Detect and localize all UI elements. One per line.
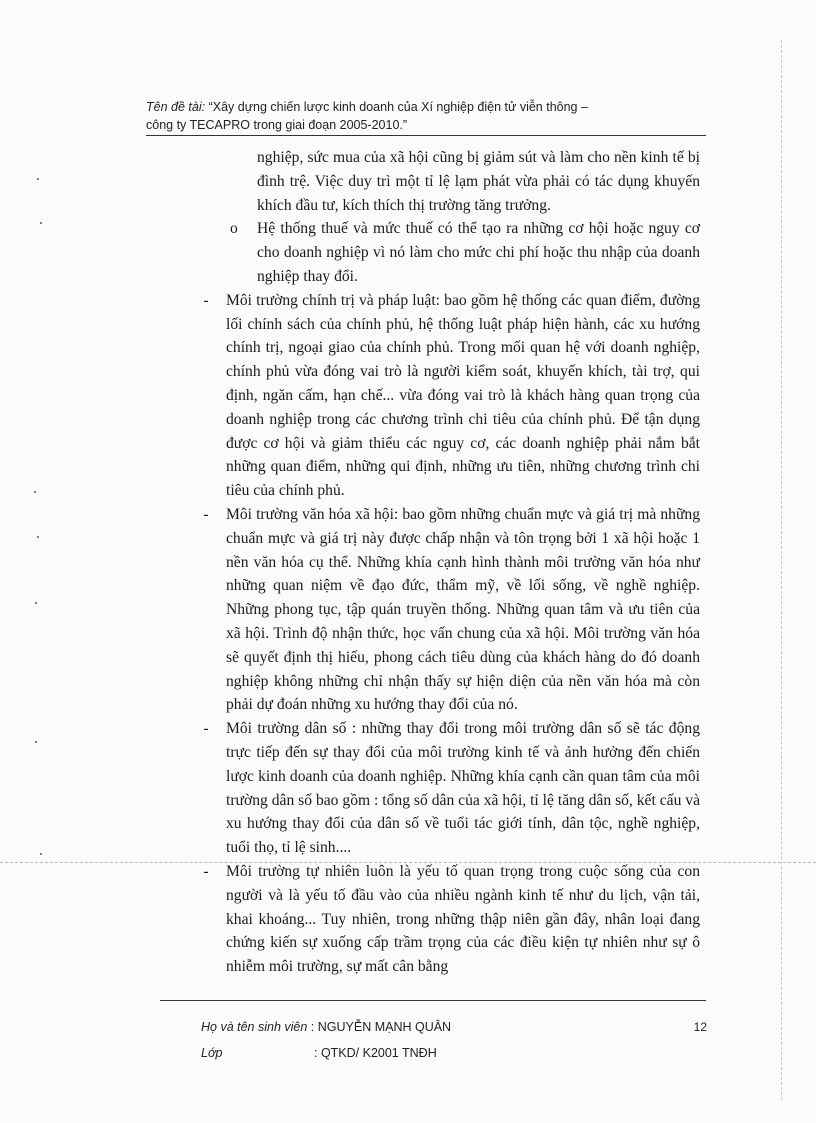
thesis-title-label: Tên đề tài: bbox=[146, 100, 206, 114]
scan-speck bbox=[34, 491, 36, 493]
thesis-title-line-1 bbox=[146, 98, 706, 116]
cultural-text: Môi trường văn hóa xã hội: bao gồm những chuẩn mực và giá trị mà những chuẩn mực và giá trị này được chấp nhận và tôn trọng bởi 1 xã hội hoặc 1 nền văn hóa cụ thể. Những khía cạnh hình thành môi trường văn hóa như những quan niệm về đạo đức, thẩm mỹ, về lối sống, về nghề nghiệp. Những phong tục, tập quán truyền thống. Những quan tâm và ưu tiên của xã hội. Trình độ nhận thức, học vấn chung của xã hội. Môi trường văn hóa sẽ quyết định thị hiếu, phong cách tiêu dùng của khách hàng do đó doanh nghiệp không những chỉ nhận thấy sự hiện diện của nền văn hóa mà còn phải dự đoán những xu hướng thay đổi của nó. bbox=[226, 505, 700, 714]
list-item-demographic bbox=[200, 717, 700, 860]
class-value: : QTKD/ K2001 TNĐH bbox=[314, 1046, 437, 1060]
list-item-political bbox=[200, 289, 700, 503]
page-header bbox=[146, 98, 706, 134]
sub-bullet-marker: o bbox=[230, 220, 238, 238]
body-text bbox=[200, 146, 700, 979]
header-divider bbox=[146, 135, 706, 136]
student-row bbox=[201, 1014, 711, 1040]
student-name: : NGUYỄN MẠNH QUÂN bbox=[310, 1020, 452, 1034]
class-row bbox=[201, 1040, 711, 1066]
scan-edge-line bbox=[781, 40, 782, 1100]
page-number: 12 bbox=[693, 1020, 707, 1034]
natural-text: Môi trường tự nhiên luôn là yếu tố quan trọng trong cuộc sống của con người và là yếu tố đầu vào của nhiều ngành kinh tế như du lịch, vận tải, khai khoáng... Tuy nhiên, trong những thập niên gần đây, nhân loại đang chứng kiến sự xuống cấp trầm trọng của các điều kiện tự nhiên như sự ô nhiễm môi trường, sự mất cân bằng bbox=[226, 862, 700, 976]
tax-sub-item-text: Hệ thống thuế và mức thuế có thể tạo ra những cơ hội hoặc nguy cơ cho doanh nghiệp vì nó làm cho mức chi phí hoặc thu nhập của doanh nghiệp thay đổi. bbox=[257, 220, 700, 285]
class-label: Lớp bbox=[201, 1046, 223, 1060]
dash-marker: - bbox=[203, 291, 209, 309]
demographic-text: Môi trường dân số : những thay đổi trong môi trường dân số sẽ tác động trực tiếp đến sự thay đổi của môi trường kinh tế và ảnh hưởng đến chiến lược kinh doanh của doanh nghiệp. Những khía cạnh cần quan tâm của môi trường dân số bao gồm : tổng số dân của xã hội, tỉ lệ tăng dân số, kết cấu và xu hướng thay đổi của dân số về tuổi tác giới tính, dân tộc, nghề nghiệp, tuổi thọ, tỉ lệ sinh.... bbox=[226, 720, 700, 857]
political-text: Môi trường chính trị và pháp luật: bao gồm hệ thống các quan điểm, đường lối chính sách của chính phủ, hệ thống luật pháp hiện hành, các xu hướng chính trị, ngoại giao của chính phủ. Trong mối quan hệ với doanh nghiệp, chính phủ vừa đóng vai trò là người kiểm soát, khuyến khích, tài trợ, qui định, ngăn cấm, hạn chế... vừa đóng vai trò là khách hàng quan trọng của doanh nghiệp trong các chương trình chi tiêu của chính phủ. Để tận dụng được cơ hội và giảm thiểu các nguy cơ, các doanh nghiệp phải nắm bắt những quan điểm, những qui định, những ưu tiên, những chương trình chi tiêu của chính phủ. bbox=[226, 291, 700, 500]
student-label: Họ và tên sinh viên bbox=[201, 1020, 308, 1034]
dash-marker: - bbox=[203, 862, 209, 880]
continuation-paragraph: nghiệp, sức mua của xã hội cũng bị giảm sút và làm cho nền kinh tế bị đình trệ. Việc duy trì một tỉ lệ lạm phát vừa phải có tác dụng khuyến khích đầu tư, kích thích thị trường tăng trưởng. bbox=[257, 149, 700, 214]
scan-artifact-line bbox=[0, 862, 816, 863]
scan-speck bbox=[37, 536, 39, 538]
scan-speck bbox=[40, 853, 42, 855]
list-item-cultural bbox=[200, 503, 700, 717]
dash-marker: - bbox=[203, 720, 209, 738]
list-item-natural bbox=[200, 860, 700, 979]
thesis-title-text-1: “Xây dựng chiến lược kinh doanh của Xí nghiệp điện tử viễn thông – bbox=[208, 100, 588, 114]
page-footer bbox=[201, 1014, 711, 1066]
tax-sub-item bbox=[200, 217, 700, 288]
scan-speck bbox=[37, 178, 39, 180]
dash-marker: - bbox=[203, 505, 209, 523]
scan-speck bbox=[35, 602, 37, 604]
scan-speck bbox=[40, 222, 42, 224]
scan-speck bbox=[35, 741, 37, 743]
thesis-title-line-2: công ty TECAPRO trong giai đoạn 2005-2010.” bbox=[146, 118, 408, 132]
footer-divider bbox=[160, 1000, 706, 1001]
